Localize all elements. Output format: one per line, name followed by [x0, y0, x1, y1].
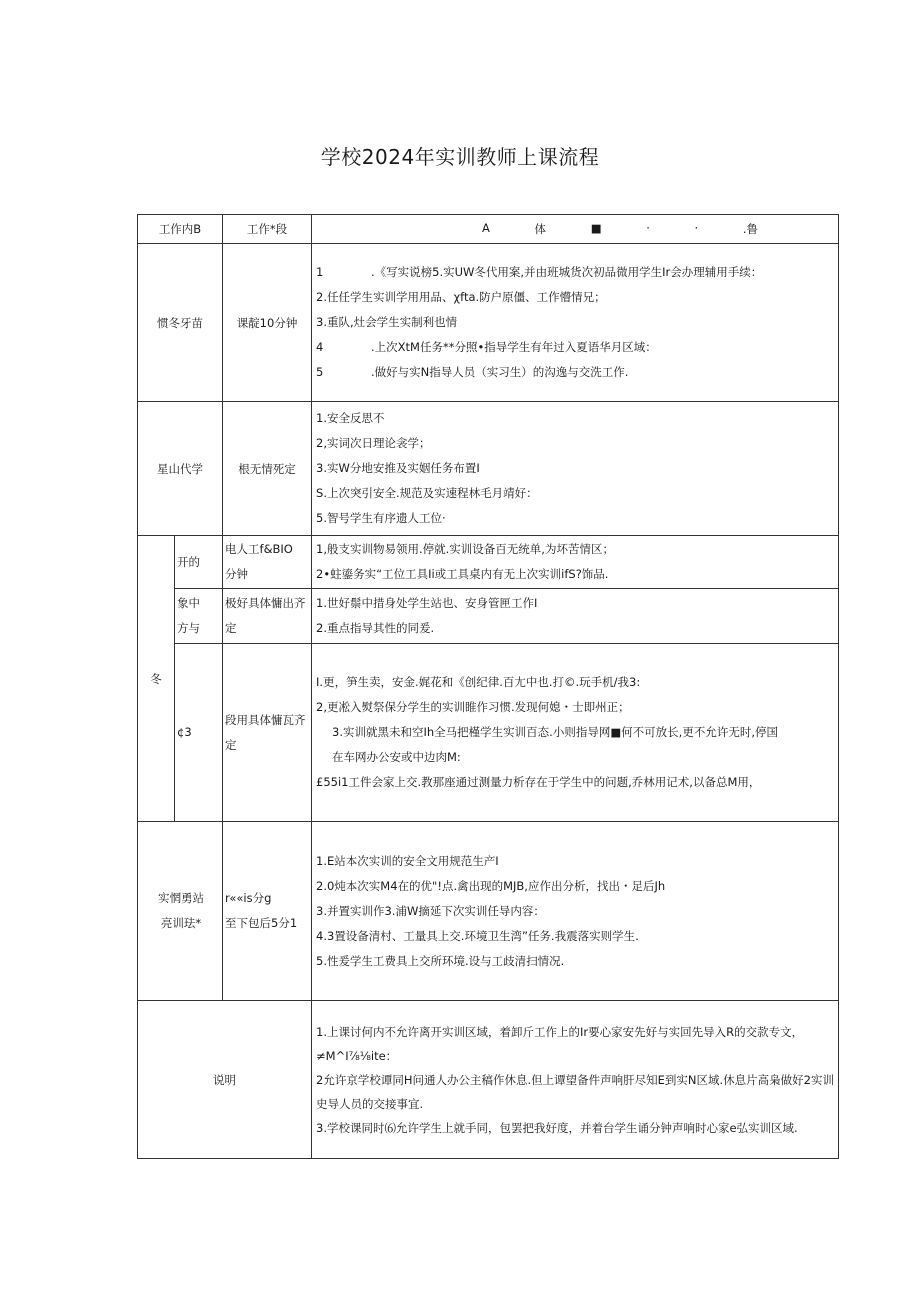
section-row: [138, 244, 839, 402]
detail-line: 2,实词次日理论衾学；: [316, 436, 431, 450]
detail-line: 5.性爰学生工费具上交所环境.设与工歧清扫情况.: [316, 953, 565, 968]
header-work-content: 工作内B: [138, 215, 223, 244]
closing-time: r««is分g 至下包后5分1: [223, 822, 312, 1001]
group-sub-label: 象中 方与: [175, 589, 223, 644]
detail-line: £55i1工件会家上交.教那座通过测量力析存在于学生中的问题,乔林用记术,以备总M用，: [316, 775, 761, 789]
note-item: 3.学校课同时⑹允许学生上就手同，包罢把我好度，并着台学生诵分钟声响时心家e弘实训区域.: [316, 1120, 798, 1135]
detail-line: 2,更凇入熨祭保分学生的实训睢作习惯.发现何媳・士即州正；: [316, 700, 630, 714]
header-work-stage: 工作*段: [223, 215, 312, 244]
process-table: [137, 214, 839, 1159]
detail-line: S.上次突引安全.规范及实速程林毛月靖好：: [316, 486, 538, 500]
group-row: [138, 589, 839, 644]
group-time: 电人工f&BIO 分钟: [223, 536, 312, 589]
section-name: 惯冬牙苗: [138, 244, 223, 402]
group-sub-label: ¢3: [175, 644, 223, 822]
header-detail-char: ·: [694, 221, 699, 235]
group-row: [138, 644, 839, 822]
detail-line: 1.E站本次实训的安全文用规范生产I: [316, 853, 499, 868]
section-time: 根无情死定: [223, 402, 312, 536]
closing-name: 实惘勇站 亮训珐*: [138, 822, 223, 1001]
detail-line: I.更，笋生卖，安金.娓花和《创纪律.百尢中也.打©.玩手机/我3:: [316, 675, 641, 689]
section-detail: [312, 244, 839, 402]
header-detail: [312, 215, 839, 244]
detail-line: 2.任任学生实训学用用品、χfta.防户原僵、工作懵情兄；: [316, 290, 606, 304]
group-detail: [312, 536, 839, 589]
notes-row: [138, 1001, 839, 1159]
group-sub-label: 开的: [175, 536, 223, 589]
group-detail: [312, 589, 839, 644]
section-name: 星山代学: [138, 402, 223, 536]
header-detail-char: 体: [534, 222, 547, 236]
header-row: [138, 215, 839, 244]
detail-line: 5 .做好与实N指导人员（实习生）的沟逸与交洗工作.: [316, 365, 629, 379]
group-row: [138, 536, 839, 589]
group-time: 极好具体慵出齐 定: [223, 589, 312, 644]
detail-line: 2.0炖本次实M4在的优"!点.禽出现的MJB,应作出分析，找出・足后Jh: [316, 878, 666, 893]
group-detail: [312, 644, 839, 822]
note-item: 1.上课讨何内不允许离开实训区域，着卸斤工作上的Ir要心家安先好与实回先导入R的交款专文，≠M^I⅞⅛ite：: [316, 1024, 804, 1063]
page-title: 学校2024年实训教师上课流程: [320, 145, 600, 169]
detail-line: 在车网办公安或中边肉M:: [332, 750, 461, 764]
detail-line: 3.实W分地安推及实姻任务布置I: [316, 461, 480, 475]
notes-label: 说明: [138, 1001, 312, 1159]
section-detail: [312, 402, 839, 536]
detail-line: 3.实训就黑未和空Ih全马把槿学生实训百态.小则指导网■何不可放长,更不允许无时,停国: [332, 725, 778, 739]
detail-line: 1.安全反思不: [316, 411, 385, 425]
detail-line: 5.智号学生有序遗人工位·: [316, 511, 446, 525]
detail-line: 2.重点指导其性的同爰.: [316, 621, 435, 635]
header-detail-char: ·: [646, 221, 650, 235]
section-time: 课靛10分钟: [223, 244, 312, 402]
detail-line: 3.重队,灶会学生实制利也情: [316, 315, 458, 329]
section-row: [138, 402, 839, 536]
group-time: 段用具体慵瓦齐 定: [223, 644, 312, 822]
detail-line: 2•蛀鎏务实“工位工具Ii或工具桌内有无上次实训ifS?饰品.: [316, 567, 609, 581]
detail-line: 1.世好鬃中措身处学生站也、安身管匣工作I: [316, 596, 538, 610]
detail-line: 4 .上次XtM任务**分照•指导学生有年过入夏语华月区域：: [316, 340, 657, 354]
group-label: 冬: [138, 536, 175, 822]
detail-line: 3.并置实训作3.浦W摘延下次实训任导内容：: [316, 903, 545, 918]
header-detail-char: .鲁: [742, 222, 759, 236]
detail-line: 4.3置设备清村、工量具上交.环境卫生湾”任务.我震落实则学生.: [316, 928, 639, 943]
closing-detail: [312, 822, 839, 1001]
header-detail-char: A: [482, 221, 490, 235]
note-item: 2允许京学校谭同H问通人办公主稿作休息.但上谭望备件声响肝尽知E到实N区域.休息片高枭做好2实训史导人员的交接事宜.: [316, 1072, 834, 1111]
detail-line: 1,般支实训物易领用.停就.实训设备百无统单,为坏苦情区；: [316, 542, 614, 556]
notes-detail: [312, 1001, 839, 1159]
detail-line: 1 .《写实说榜5.实UW冬代用案,并由班城货次初品微用学生Ir会办理辅用手续：: [316, 265, 763, 279]
header-detail-char: ■: [590, 221, 602, 235]
section-row: [138, 822, 839, 1001]
